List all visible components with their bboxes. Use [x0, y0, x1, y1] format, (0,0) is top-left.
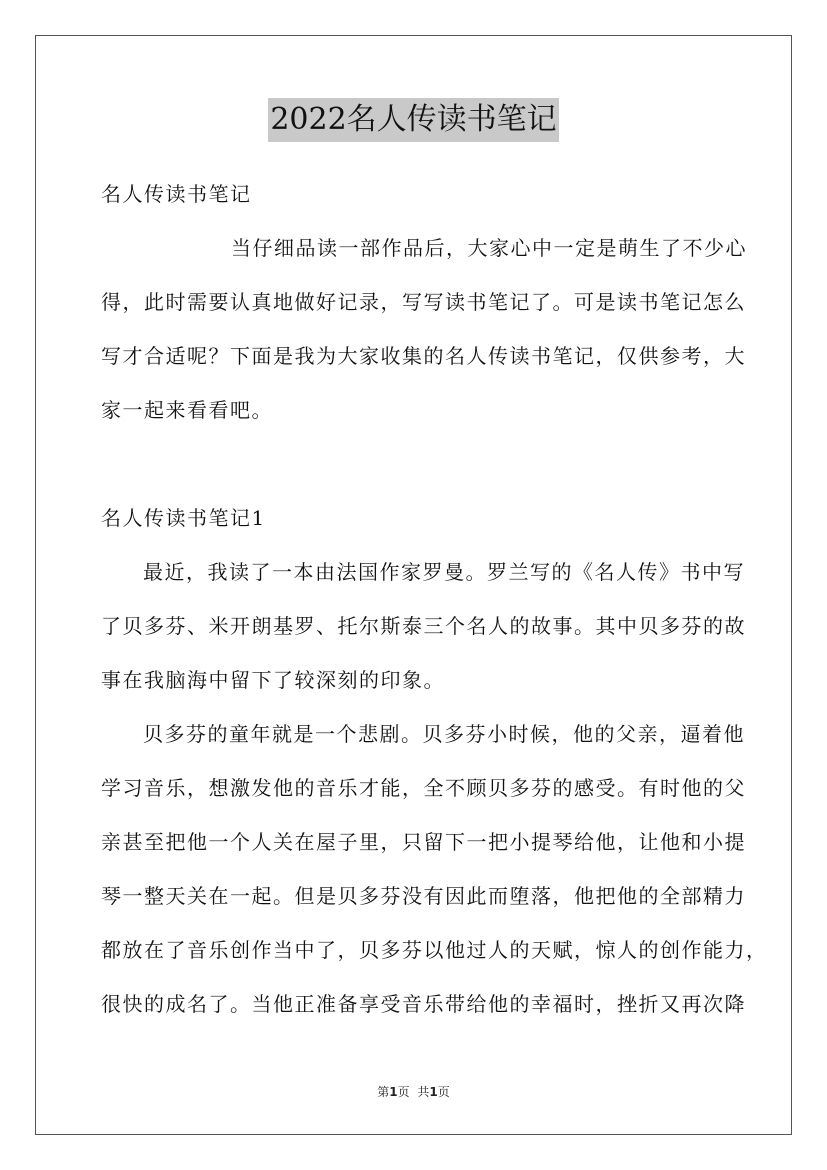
paragraph1-line-2: 了贝多芬、米开朗基罗、托尔斯泰三个名人的故事。其中贝多芬的故	[101, 614, 746, 638]
paragraph2-line-3: 亲甚至把他一个人关在屋子里，只留下一把小提琴给他，让他和小提	[101, 830, 746, 854]
document-title: 2022名人传读书笔记	[268, 98, 558, 142]
paragraph2-line-4: 琴一整天关在一起。但是贝多芬没有因此而堕落，他把他的全部精力	[101, 884, 746, 908]
paragraph1-line-3: 事在我脑海中留下了较深刻的印象。	[101, 668, 445, 692]
section-heading: 名人传读书笔记1	[101, 506, 266, 530]
paragraph2-line-5: 都放在了音乐创作当中了，贝多芬以他过人的天赋，惊人的创作能力，	[101, 938, 768, 962]
title-container	[0, 98, 827, 142]
intro-line-3: 写才合适呢？下面是我为大家收集的名人传读书笔记，仅供参考，大	[101, 344, 746, 368]
footer-total-prefix: 共	[417, 1085, 430, 1099]
intro-line-4: 家一起来看看吧。	[101, 398, 273, 422]
footer-total-suffix: 页	[437, 1085, 450, 1099]
intro-line-1: 当仔细品读一部作品后，大家心中一定是萌生了不少心	[231, 236, 747, 260]
document-subtitle: 名人传读书笔记	[101, 182, 252, 206]
intro-line-2: 得，此时需要认真地做好记录，写写读书笔记了。可是读书笔记怎么	[101, 290, 746, 314]
footer-total-number: 1	[429, 1085, 438, 1099]
footer-page-suffix: 页	[397, 1085, 410, 1099]
page-footer	[0, 1083, 827, 1100]
footer-page-prefix: 第	[377, 1085, 390, 1099]
paragraph2-line-2: 学习音乐，想激发他的音乐才能，全不顾贝多芬的感受。有时他的父	[101, 776, 746, 800]
paragraph2-line-1: 贝多芬的童年就是一个悲剧。贝多芬小时候，他的父亲，逼着他	[143, 722, 745, 746]
footer-page-number: 1	[389, 1085, 398, 1099]
paragraph2-line-6: 很快的成名了。当他正准备享受音乐带给他的幸福时，挫折又再次降	[101, 992, 746, 1016]
paragraph1-line-1: 最近，我读了一本由法国作家罗曼。罗兰写的《名人传》书中写	[143, 560, 745, 584]
